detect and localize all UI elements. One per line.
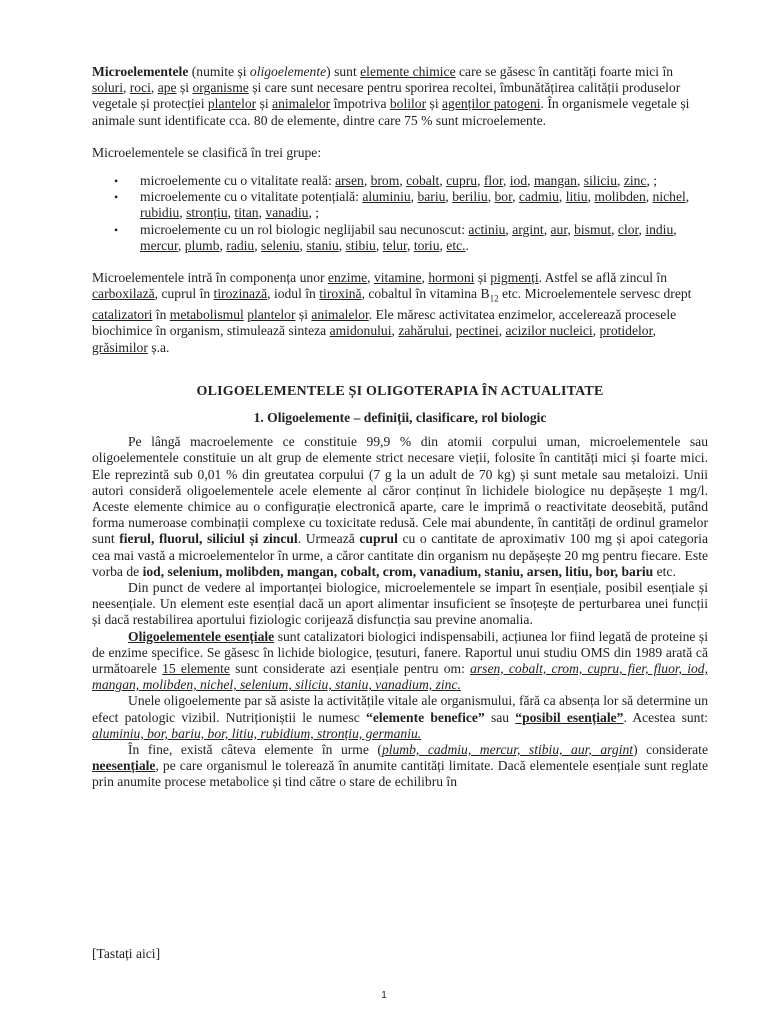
element-link[interactable]: iod <box>509 173 528 189</box>
groups-list <box>92 173 708 254</box>
element-link[interactable]: cobalt <box>406 173 440 189</box>
link-animalelor-2[interactable]: animalelor <box>311 307 369 323</box>
link-elemente-chimice[interactable]: elemente chimice <box>360 64 456 79</box>
link-soluri[interactable]: soluri <box>92 80 123 96</box>
element-link[interactable]: toriu <box>413 237 440 253</box>
footer-placeholder[interactable]: [Tastați aici] <box>92 946 161 961</box>
link-ape[interactable]: ape <box>157 80 177 96</box>
link-pigmenti[interactable]: pigmenți <box>490 270 539 286</box>
element-link[interactable]: zinc <box>623 173 647 189</box>
group-item: • microelemente cu o vitalitate potențială: aluminiu, bariu, beriliu, bor, cadmiu, litiu, molibden, nichel, rubidiu, stronțiu, titan, vanadiu, ; <box>140 189 708 221</box>
element-link[interactable]: mercur <box>140 237 178 253</box>
group-item: • microelemente cu un rol biologic neglijabil sau necunoscut: actiniu, argint, aur, bismut, clor, indiu, mercur, plumb, radiu, seleniu, staniu, stibiu, telur, toriu, etc.. <box>140 222 708 254</box>
element-link[interactable]: brom <box>370 173 400 189</box>
element-link[interactable]: flor <box>483 173 503 189</box>
subsection-heading: 1. Oligoelemente – definiții, clasificare, rol biologic <box>253 409 547 425</box>
group-item: • microelemente cu o vitalitate reală: arsen, brom, cobalt, cupru, flor, iod, mangan, siliciu, zinc, ; <box>140 173 708 189</box>
classification-intro: Microelementele se clasifică în trei grupe: <box>92 144 322 160</box>
element-link[interactable]: siliciu <box>583 173 618 189</box>
paragraph-essential: Oligoelementele esențiale sunt catalizatori biologici indispensabili, acțiunea lor fiind legată de proteine și de enzime specifice. Se găsesc în lichide biologice, țesuturi, fanere. Raportul unui studiu OMS din 1989 arată că următoarele 15 elemente sunt considerate azi esențiale pentru om: arsen, cobalt, crom, cupru, fier, fluor, iod, mangan, molibden, nichel, selenium, siliciu, staniu, vanadium, zinc. <box>92 628 709 693</box>
link-animalelor[interactable]: animalelor <box>272 96 331 112</box>
intro-paragraph: Microelementele (numite și oligoelemente) sunt elemente chimice care se găsesc în cantități foarte mici în soluri, roci, ape și organisme și care sunt necesare pentru sporirea recoltei, îmbunătățirea calității produselor vegetale și protecției plantelor și animalelor împotriva bolilor și agenților patogeni. În organismele vegetale și animale sunt identificate cca. 80 de elemente, dintre care 75 % sunt microelemente. <box>92 64 690 128</box>
link-metabolismul[interactable]: metabolismul <box>169 307 244 323</box>
element-link[interactable]: staniu <box>306 237 339 253</box>
document-body <box>92 64 708 791</box>
link-protidelor[interactable]: protidelor <box>599 323 653 339</box>
link-amidonului[interactable]: amidonului <box>329 323 392 339</box>
link-roci[interactable]: roci <box>129 80 151 96</box>
element-link[interactable]: bariu <box>417 189 446 205</box>
element-link[interactable]: rubidiu <box>140 205 180 221</box>
element-link[interactable]: cadmiu <box>518 189 559 205</box>
link-zaharului[interactable]: zahărului <box>398 323 449 339</box>
link-grasimilor[interactable]: grăsimilor <box>92 339 148 355</box>
link-tiroxina[interactable]: tiroxină <box>319 286 362 302</box>
element-link[interactable]: radiu <box>226 237 255 253</box>
element-link[interactable]: bismut <box>574 221 612 237</box>
element-link[interactable]: plumb <box>184 237 220 253</box>
element-link[interactable]: seleniu <box>261 237 300 253</box>
term-microelementele: Microelementele <box>92 64 189 79</box>
link-organisme[interactable]: organisme <box>192 80 249 96</box>
link-carboxilaza[interactable]: carboxilază <box>92 286 155 302</box>
element-link[interactable]: arsen <box>335 173 364 189</box>
element-link[interactable]: molibden <box>594 189 646 205</box>
element-link[interactable]: cupru <box>446 173 478 189</box>
link-enzime[interactable]: enzime <box>327 270 368 286</box>
element-link[interactable]: telur <box>382 237 408 253</box>
element-link[interactable]: beriliu <box>452 189 488 205</box>
paragraph-importance: Din punct de vedere al importanței biologice, microelementele se impart în esențiale, posibil esențiale și neesențiale. Un element este esențial dacă un aport alimentar insuficient se însoțește de perturbarea unei funcții și dacă restabilirea aportului fiziologic corijează disfuncția sau previne anomalia. <box>92 580 708 628</box>
element-link[interactable]: titan <box>234 205 259 221</box>
element-link[interactable]: litiu <box>565 189 588 205</box>
link-plantelor[interactable]: plantelor <box>207 96 257 112</box>
link-tirozinaza[interactable]: tirozinază <box>213 286 268 302</box>
element-link[interactable]: indiu <box>645 221 674 237</box>
element-link[interactable]: etc. <box>446 237 466 253</box>
link-acizilor-nucleici[interactable]: acizilor nucleici <box>505 323 593 339</box>
element-link[interactable]: stibiu <box>345 237 376 253</box>
link-bolilor[interactable]: bolilor <box>389 96 427 112</box>
element-link[interactable]: nichel <box>652 189 686 205</box>
element-link[interactable]: stronțiu <box>186 205 228 221</box>
paragraph-definition: Pe lângă macroelemente ce constituie 99,9 % din atomii corpului uman, microelementele sau oligoelementele constituie un alt grup de elemente strict necesare vieții, folosite în cantități mici și foarte mici. Ele reprezintă sub 0,01 % din greutatea corpului (7 g la un adult de 70 kg) și sunt metale sau metaloizi. Unii autori consideră oligoelementele acele elemente al căror conținut în lichidele biologice nu depășește 1 mg/l. Aceste elemente chimice au o configurație electronică aparte, care le imprimă o reactivitate deosebită, putând forma numeroase combinații complexe cu toxicitate redusă. Cele mai abundente, în cantități de ordinul gramelor sunt fierul, fluorul, siliciul și zincul. Urmează cuprul cu o cantitate de aproximativ 100 mg și apoi categoria cea mai vastă a microelementelor în urme, a căror cantitate din organism nu depășește 20 mg pentru fiecare. Este vorba de iod, selenium, molibden, mangan, cobalt, crom, vanadium, staniu, arsen, litiu, bor, bariu etc. <box>92 434 708 579</box>
element-link[interactable]: bor <box>494 189 513 205</box>
page-number: 1 <box>381 990 387 1001</box>
element-link[interactable]: aur <box>550 221 568 237</box>
element-link[interactable]: actiniu <box>468 221 506 237</box>
link-agentilor-patogeni[interactable]: agenților patogeni <box>442 96 541 112</box>
link-pectinei[interactable]: pectinei <box>455 323 499 339</box>
element-link[interactable]: vanadiu <box>265 205 309 221</box>
link-catalizatori[interactable]: catalizatori <box>92 307 153 323</box>
paragraph-beneficial: Unele oligoelemente par să asiste la activitățile vitale ale organismului, fără ca absența lor să determine un efect patologic vizibil. Nutriționiștii le numesc “elemente benefice” sau “posibil esențiale”. Acestea sunt: aluminiu, bor, bariu, bor, litiu, rubidium, stronțiu, germaniu. <box>92 693 709 741</box>
link-hormoni[interactable]: hormoni <box>428 270 475 286</box>
element-link[interactable]: clor <box>617 221 639 237</box>
link-plantelor-2[interactable]: plantelor <box>247 307 296 323</box>
element-link[interactable]: mangan <box>533 173 577 189</box>
roles-paragraph: Microelementele intră în componența unor enzime, vitamine, hormoni și pigmenți. Astfel se află zincul în carboxilază, cuprul în tirozinază, iodul în tiroxină, cobaltul în vitamina $B_{12}$ etc. Microelementele servesc drept catalizatori în metabolismul plantelor și animalelor. Ele măresc activitatea enzimelor, accelerează procesele biochimice în organism, stimulează sinteza amidonului, zahărului, pectinei, acizilor nucleici, protidelor, grăsimilor ș.a. <box>92 270 692 355</box>
element-link[interactable]: aluminiu <box>362 189 411 205</box>
link-vitamine[interactable]: vitamine <box>373 270 422 286</box>
element-link[interactable]: argint <box>512 221 544 237</box>
section-heading: OLIGOELEMENTELE ȘI OLIGOTERAPIA ÎN ACTUALITATE <box>196 383 604 399</box>
paragraph-nonessential: În fine, există câteva elemente în urme (plumb, cadmiu, mercur, stibiu, aur, argint) considerate neesențiale, pe care organismul le tolerează în anumite cantități limitate. Dacă elementele esențiale sunt reglate prin anumite procese metabolice și tind către o stare de echilibru în <box>92 742 708 790</box>
